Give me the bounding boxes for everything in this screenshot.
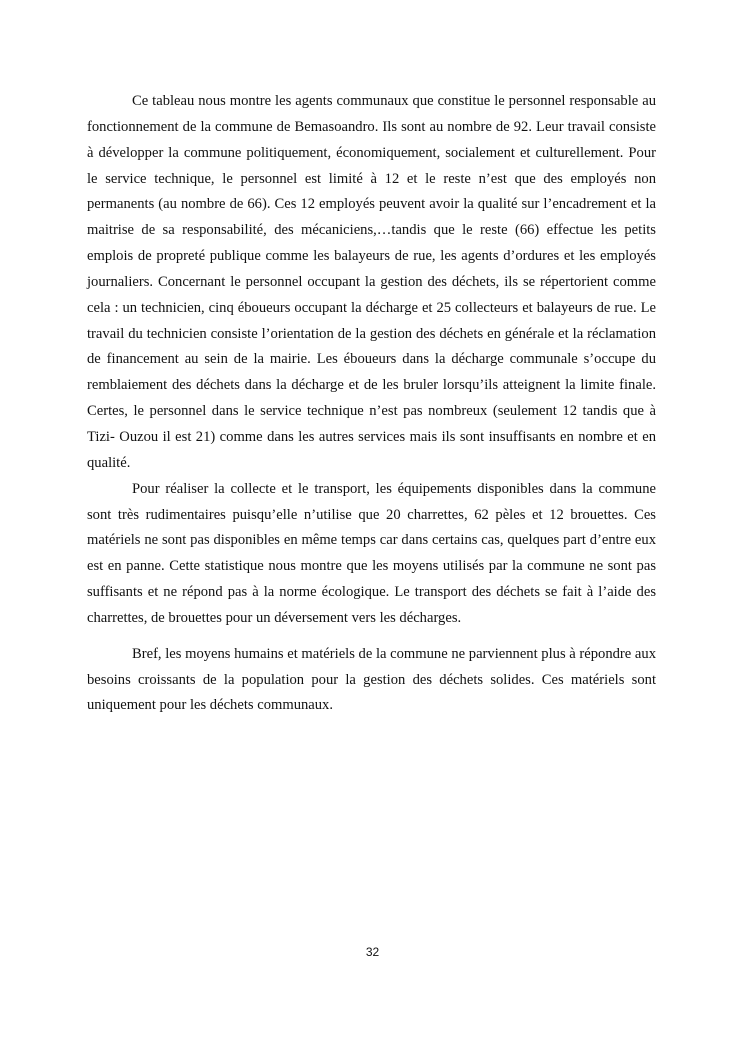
paragraph-conclusion: Bref, les moyens humains et matériels de la commune ne parviennent plus à répondre aux besoins croissants de la population pour la gestion des déchets solides. Ces matériels sont uniquement pour les déchets communaux. (87, 645, 656, 714)
body-text (87, 89, 656, 719)
paragraph-agents-communaux: Ce tableau nous montre les agents communaux que constitue le personnel responsable au fonctionnement de la commune de Bemasoandro. Ils sont au nombre de 92. Leur travail consiste à développer la commune politiquement, économiquement, socialement et culturellement. Pour le service technique, le personnel est limité à 12 et le reste n’est que des employés non permanents (au nombre de 66). Ces 12 employés peuvent avoir la qualité sur l’encadrement et la maitrise de sa responsabilité, des mécaniciens,…tandis que le reste (66) effectue les petits emplois de propreté publique comme les balayeurs de rue, les agents d’ordures et les employés journaliers. Concernant le personnel occupant la gestion des déchets, ils se répertorient comme cela : un technicien, cinq éboueurs occupant la décharge et 25 collecteurs et balayeurs de rue. Le travail du technicien consiste l’orientation de la gestion des déchets en générale et la réclamation de financement au sein de la mairie. Les éboueurs dans la décharge communale s’occupe du remblaiement des déchets dans la décharge et de les bruler lorsqu’ils atteignent la limite finale. Certes, le personnel dans le service technique n’est pas nombreux (seulement 12 tandis que à Tizi- Ouzou il est 21) comme dans les autres services mais ils sont insuffisants en nombre et en qualité. (87, 93, 656, 471)
paragraph-collecte-transport: Pour réaliser la collecte et le transport, les équipements disponibles dans la commune sont très rudimentaires puisqu’elle n’utilise que 20 charrettes, 62 pèles et 12 brouettes. Ces matériels ne sont pas disponibles en même temps car dans certains cas, quelques part d’entre eux est en panne. Cette statistique nous montre que les moyens utilisés par la commune ne sont pas suffisants et ne répond pas à la norme écologique. Le transport des déchets se fait à l’aide des charrettes, de brouettes pour un déversement vers les décharges. (87, 480, 656, 626)
page-number: 32 (365, 945, 380, 959)
